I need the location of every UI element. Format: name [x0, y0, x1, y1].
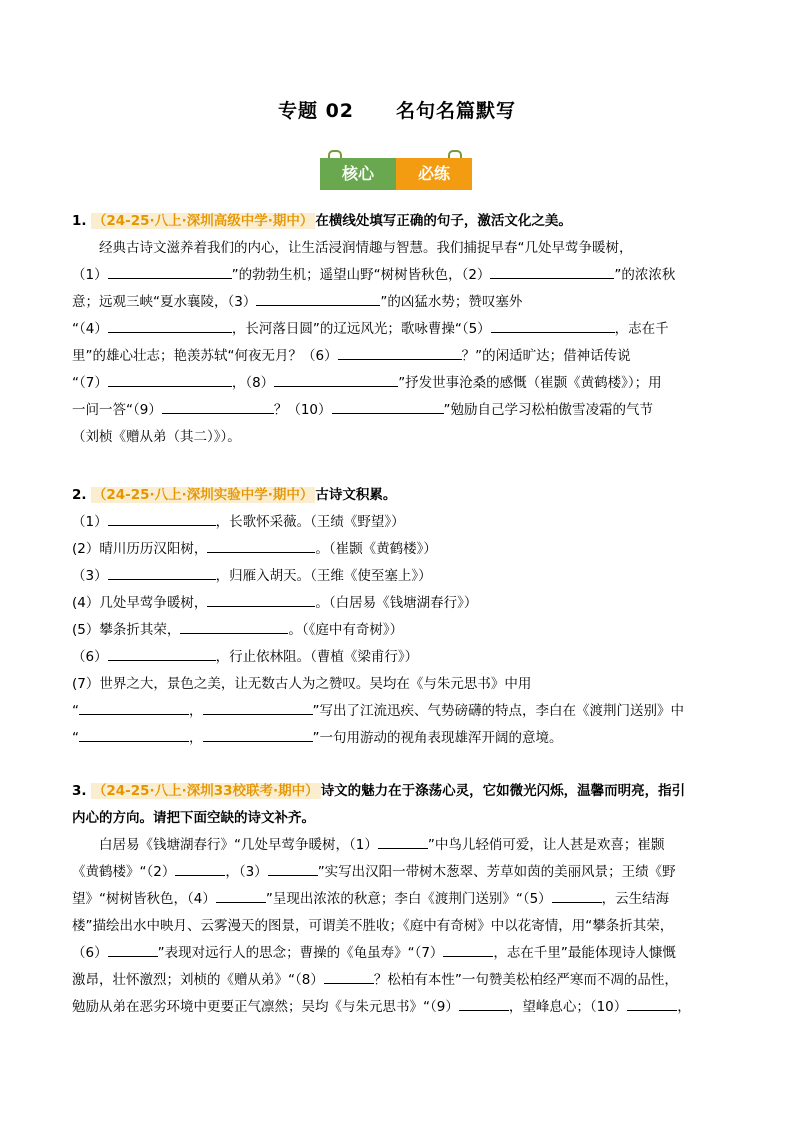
answer-blank[interactable] [180, 619, 288, 634]
answer-blank[interactable] [332, 399, 444, 414]
answer-blank[interactable] [79, 727, 189, 742]
answer-blank[interactable] [175, 861, 225, 876]
question-stem: 古诗文积累。 [315, 487, 397, 503]
answer-blank[interactable] [338, 345, 462, 360]
answer-blank[interactable] [216, 888, 266, 903]
answer-blank[interactable] [491, 318, 615, 333]
answer-blank[interactable] [552, 888, 602, 903]
answer-blank[interactable] [162, 399, 274, 414]
question-source: （24-25·八上·深圳33校联考·期中） [92, 783, 319, 799]
answer-blank[interactable] [108, 372, 232, 387]
answer-blank[interactable] [108, 565, 216, 580]
answer-blank[interactable] [490, 264, 614, 279]
question-3: 3. （24-25·八上·深圳33校联考·期中） 诗文的魅力在于涤荡心灵，它如微光闪烁，温馨而明亮，指引 内心的方向。请把下面空缺的诗文补齐。 白居易《钱塘湖春行》“几处早莺争暖树，（1） ”中鸟儿轻俏可爱，让人甚是欢喜；崔颢 《黄鹤楼》“（2） ，（3） ”实写出汉阳一带树木葱翠、芳草如茵的美丽风景；王绩《野 望》“树树皆秋色，（4） ”呈现出浓浓的秋意；李白《渡荆门送别》“（5） ，云生结海 楼”描绘出水中映月、云雾漫天的图景，可谓美不胜收；《庭中有奇树》中以花寄情，用“攀条折其荣， （6） ”表现对远行人的思念；曹操的《龟虽寿》“（7） ，志在千里”最能体现诗人慷慨 激昂，壮怀激烈；刘桢的《赠从弟》“（8） ？松柏有本性”一句赞美松柏经严寒而不凋的品性， 勉励从弟在恶劣环境中更要正气凛然；吴均《与朱元思书》“（9） ，望峰息心；（10） ， [72, 778, 724, 1021]
question-2: 2. （24-25·八上·深圳实验中学·期中） 古诗文积累。 （1） ，长歌怀采薇。（王绩《野望》） (2）晴川历历汉阳树， 。（崔颢《黄鹤楼》） （3） ，归雁入胡天。（王维《使至塞上》） (4）几处早莺争暖树， 。（白居易《钱塘湖春行》） (5）攀条折其荣， 。（《庭中有奇树》） （6） ，行止依林阻。（曹植《梁甫行》） (7）世界之大，景色之美，让无数古人为之赞叹。吴均在《与朱元思书》中用 “ ， ”写出了江流迅疾、气势磅礴的特点，李白在《渡荆门送别》中 “ ， ”一句用游动的视角表现雄浑开阔的意境。 [72, 482, 724, 752]
badge-practice: 必练 [396, 158, 472, 190]
answer-blank[interactable] [207, 538, 315, 553]
question-source: （24-25·八上·深圳实验中学·期中） [92, 487, 314, 503]
answer-blank[interactable] [108, 318, 232, 333]
question-1: 1. （24-25·八上·深圳高级中学·期中） 在横线处填写正确的句子，激活文化之美。 经典古诗文滋养着我们的内心，让生活浸润情趣与智慧。我们捕捉早春“几处早莺争暖树， （1） ”的勃勃生机；遥望山野“树树皆秋色，（2） ”的浓浓秋 意；远观三峡“夏水襄陵，（3） ”的凶猛水势；赞叹塞外 “（4） ，长河落日圆”的辽远风光；歌咏曹操“（5） ，志在千 里”的雄心壮志；艳羡苏轼“何夜无月？（6） ？”的闲适旷达；借神话传说 “（7） ，（8） ”抒发世事沧桑的感慨（崔颢《黄鹤楼》）；用 一问一答“（9） ？（10） ”勉励自己学习松柏傲雪凌霜的气节 （刘桢《赠从弟（其二）》）。 [72, 208, 724, 451]
answer-blank[interactable] [324, 969, 374, 984]
title-topic-number: 专题 02 [277, 100, 355, 122]
answer-blank[interactable] [274, 372, 398, 387]
answer-blank[interactable] [108, 511, 216, 526]
answer-blank[interactable] [627, 996, 677, 1011]
page-title [0, 96, 794, 123]
answer-blank[interactable] [203, 700, 313, 715]
answer-blank[interactable] [443, 942, 493, 957]
question-stem: 在横线处填写正确的句子，激活文化之美。 [315, 213, 572, 229]
core-practice-badge [320, 150, 472, 194]
title-topic-name: 名句名篇默写 [396, 100, 517, 122]
answer-blank[interactable] [207, 592, 315, 607]
question-source: （24-25·八上·深圳高级中学·期中） [92, 213, 314, 229]
answer-blank[interactable] [268, 861, 318, 876]
answer-blank[interactable] [203, 727, 313, 742]
answer-blank[interactable] [108, 646, 216, 661]
question-stem: 诗文的魅力在于涤荡心灵，它如微光闪烁，温馨而明亮，指引 [320, 783, 686, 799]
answer-blank[interactable] [79, 700, 189, 715]
question-header: 3. （24-25·八上·深圳33校联考·期中） 诗文的魅力在于涤荡心灵，它如微光闪烁，温馨而明亮，指引 [72, 783, 686, 799]
answer-blank[interactable] [256, 291, 380, 306]
answer-blank[interactable] [108, 942, 158, 957]
answer-blank[interactable] [459, 996, 509, 1011]
badge-core: 核心 [320, 158, 396, 190]
question-header: 2. （24-25·八上·深圳实验中学·期中） 古诗文积累。 [72, 487, 397, 503]
question-header: 1. （24-25·八上·深圳高级中学·期中） 在横线处填写正确的句子，激活文化之美。 [72, 213, 572, 229]
answer-blank[interactable] [108, 264, 232, 279]
answer-blank[interactable] [378, 834, 428, 849]
